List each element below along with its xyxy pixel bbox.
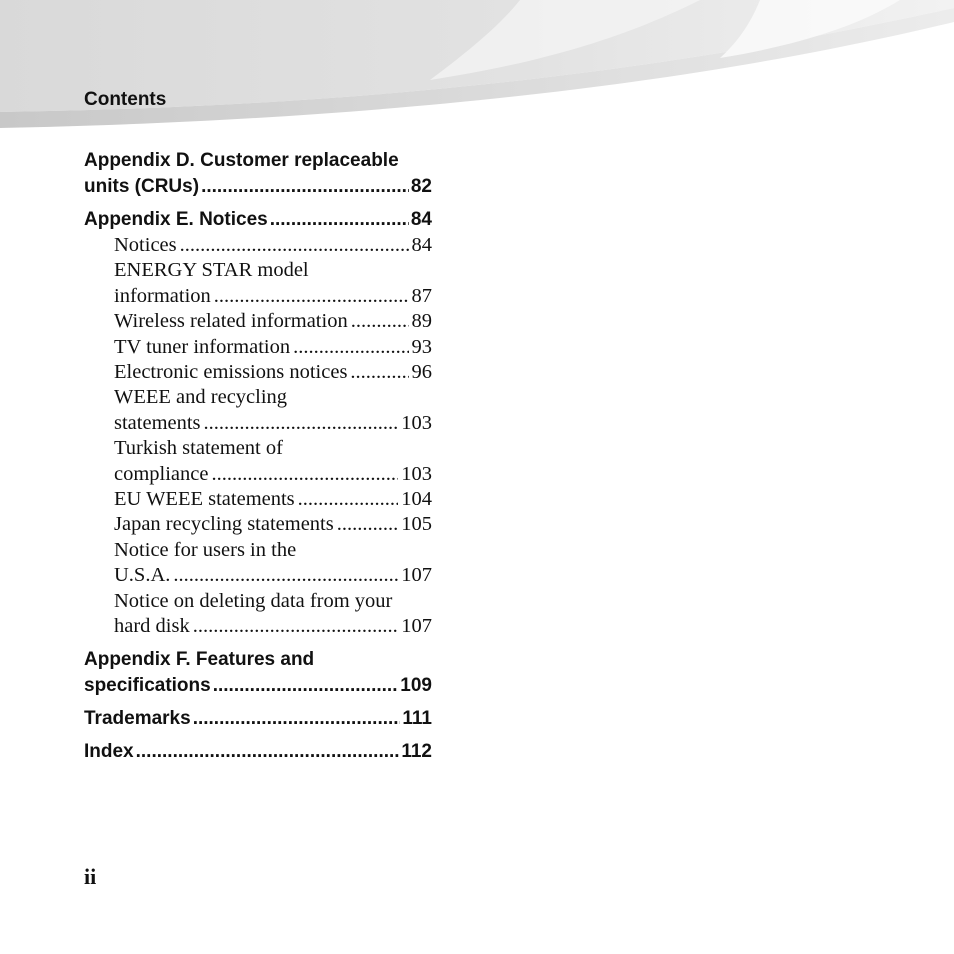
dot-leader: [293, 335, 408, 360]
toc-page-number: 104: [401, 488, 432, 511]
toc-page-number: 93: [411, 335, 432, 358]
toc-page-number: 111: [402, 707, 432, 729]
toc-page-number: 105: [401, 513, 432, 536]
dot-leader: [193, 614, 399, 639]
toc-entry-label: TV tuner information: [114, 335, 291, 358]
dot-leader: [201, 174, 409, 200]
toc-entry-deleting-data[interactable]: [84, 589, 432, 640]
toc-entry-label: Japan recycling statements: [114, 513, 334, 536]
toc-entry-index[interactable]: [84, 739, 432, 765]
toc-page-number: 103: [401, 411, 432, 434]
toc-entry-notices[interactable]: [84, 233, 432, 258]
dot-leader: [211, 462, 398, 487]
dot-leader: [213, 673, 399, 699]
toc-entry-wireless[interactable]: [84, 309, 432, 334]
toc-page-number: 109: [400, 674, 432, 696]
dot-leader: [204, 411, 399, 436]
toc-entry-label: Wireless related information: [114, 310, 348, 333]
toc-entry-label: WEEE and recycling: [114, 386, 288, 409]
toc-page-number: 107: [401, 615, 432, 638]
toc-page-number: 107: [401, 564, 432, 587]
toc-entry-label: EU WEEE statements: [114, 488, 295, 511]
toc-entry-label: Index: [84, 740, 134, 762]
toc-entry-label: Turkish statement of: [114, 437, 283, 460]
toc-entry-turkish[interactable]: [84, 436, 432, 487]
toc-entry-label: information: [114, 284, 211, 307]
toc-entry-label: Electronic emissions notices: [114, 361, 348, 384]
toc-entry-appendix-e[interactable]: [84, 207, 432, 233]
toc-entry-label: Notice on deleting data from your: [114, 589, 393, 612]
page-number: ii: [84, 864, 97, 889]
dot-leader: [337, 512, 399, 537]
toc-entry-label: compliance: [114, 462, 209, 485]
dot-leader: [350, 360, 408, 385]
toc-page-number: 96: [411, 361, 432, 384]
toc-entry-label: Appendix F. Features and: [84, 648, 315, 670]
toc-entry-label: units (CRUs): [84, 176, 200, 197]
dot-leader: [136, 739, 400, 765]
toc-page-number: 89: [411, 310, 432, 333]
toc-entry-appendix-d[interactable]: [84, 148, 432, 200]
toc-entry-usa[interactable]: [84, 538, 432, 589]
toc-entry-tv-tuner[interactable]: [84, 335, 432, 360]
dot-leader: [180, 233, 409, 258]
toc-entry-label: Notices: [114, 234, 177, 256]
dot-leader: [270, 207, 409, 233]
toc-page-number: 112: [401, 740, 432, 762]
toc-entry-eu-weee[interactable]: [84, 487, 432, 512]
toc-entry-appendix-f[interactable]: [84, 647, 432, 699]
toc-page-number: 82: [410, 176, 432, 197]
dot-leader: [214, 284, 409, 309]
toc-page-number: 87: [411, 284, 432, 307]
toc-entry-label: Appendix D. Customer replaceable: [84, 150, 399, 171]
toc-entry-weee[interactable]: [84, 385, 432, 436]
toc-entry-label: statements: [114, 411, 201, 434]
toc-entry-energy-star[interactable]: [84, 258, 432, 309]
toc-entry-label: Appendix E. Notices: [84, 209, 268, 230]
toc-entry-label: Trademarks: [84, 707, 191, 729]
toc-entry-label: specifications: [84, 674, 211, 696]
toc-page-number: 84: [411, 234, 432, 256]
toc-entry-label: U.S.A.: [114, 564, 171, 587]
toc-entry-japan[interactable]: [84, 512, 432, 537]
dot-leader: [173, 563, 398, 588]
header-swoosh-graphic: [0, 0, 954, 140]
dot-leader: [193, 706, 401, 732]
toc-entry-label: hard disk: [114, 615, 190, 638]
dot-leader: [298, 487, 399, 512]
toc-entry-label: Notice for users in the: [114, 538, 297, 561]
toc-entry-electronic-emissions[interactable]: [84, 360, 432, 385]
header-title: Contents: [84, 89, 167, 110]
toc-entry-trademarks[interactable]: [84, 706, 432, 732]
toc-page-number: 84: [410, 209, 432, 230]
toc-entry-label: ENERGY STAR model: [114, 259, 309, 282]
table-of-contents: [84, 148, 432, 765]
dot-leader: [351, 309, 409, 334]
toc-page-number: 103: [401, 462, 432, 485]
